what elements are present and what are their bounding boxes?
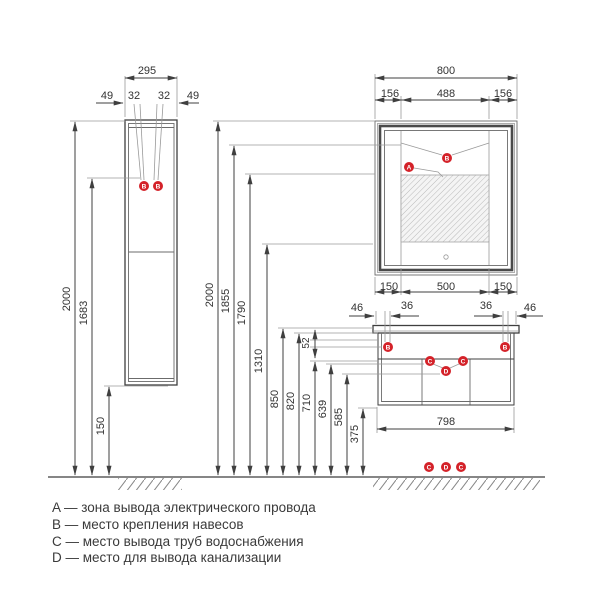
svg-text:B: B bbox=[444, 155, 450, 163]
mirror-cabinet bbox=[375, 121, 517, 275]
dim-h52: 52 bbox=[301, 337, 312, 349]
svg-text:C: C bbox=[460, 358, 466, 366]
countertop bbox=[373, 326, 519, 334]
dim-h820: 820 bbox=[285, 391, 297, 411]
dim-h375: 375 bbox=[349, 424, 361, 444]
dim-mirror-width: 800 bbox=[436, 65, 456, 77]
svg-text:C: C bbox=[427, 358, 433, 366]
dim-h710: 710 bbox=[301, 393, 313, 413]
dim-h2000-left: 2000 bbox=[61, 286, 73, 312]
marker-c-floor-right bbox=[456, 462, 466, 472]
dim-h1855: 1855 bbox=[220, 288, 232, 314]
dim-mirror-bottom-left: 150 bbox=[379, 281, 399, 293]
dim-offset-32-left: 32 bbox=[127, 90, 141, 102]
floor-hatch-left bbox=[118, 478, 182, 490]
dim-mirror-center: 488 bbox=[436, 88, 456, 100]
dim-mirror-bottom-center: 500 bbox=[436, 281, 456, 293]
electrical-zone-hatch bbox=[401, 175, 489, 242]
dim-h1790: 1790 bbox=[236, 300, 248, 326]
marker-a-mirror bbox=[404, 162, 414, 172]
legend bbox=[52, 500, 316, 565]
dim-mirror-side-right: 156 bbox=[493, 88, 513, 100]
dim-h639: 639 bbox=[317, 399, 329, 419]
legend-item-c: C — место вывода труб водоснабжения bbox=[52, 534, 304, 549]
marker-b-mirror bbox=[442, 153, 452, 163]
marker-c-vanity-left bbox=[425, 356, 435, 366]
legend-item-d: D — место для вывода канализации bbox=[52, 550, 282, 565]
floor bbox=[48, 477, 545, 490]
dim-offset-32-right: 32 bbox=[157, 90, 171, 102]
dim-h1310: 1310 bbox=[253, 348, 265, 374]
dim-vanity-36-right: 36 bbox=[479, 300, 493, 312]
svg-text:D: D bbox=[443, 368, 449, 376]
svg-text:C: C bbox=[426, 464, 432, 472]
dim-h1683: 1683 bbox=[78, 300, 90, 326]
marker-b-vanity-left bbox=[383, 342, 393, 352]
dim-h2000-mid: 2000 bbox=[204, 282, 216, 308]
dim-vanity-36-left: 36 bbox=[400, 300, 414, 312]
dim-h850: 850 bbox=[269, 389, 281, 409]
tall-cabinet bbox=[125, 104, 177, 385]
marker-d-floor bbox=[441, 462, 451, 472]
marker-c-vanity-right bbox=[458, 356, 468, 366]
dim-offset-49-right: 49 bbox=[186, 90, 200, 102]
dim-vanity-46-right: 46 bbox=[523, 302, 537, 314]
floor-hatch-right bbox=[373, 478, 540, 490]
marker-b-cabinet-right bbox=[153, 181, 163, 191]
marker-d-vanity bbox=[441, 366, 451, 376]
marker-b-cabinet-left bbox=[139, 181, 149, 191]
svg-text:C: C bbox=[458, 464, 464, 472]
dim-mirror-bottom-right: 150 bbox=[493, 281, 513, 293]
marker-c-floor-left bbox=[424, 462, 434, 472]
marker-b-vanity-right bbox=[500, 342, 510, 352]
dim-offset-49-left: 49 bbox=[100, 90, 114, 102]
dim-vanity-width: 798 bbox=[436, 416, 456, 428]
dim-h150: 150 bbox=[95, 416, 107, 436]
vanity bbox=[373, 326, 519, 406]
svg-text:B: B bbox=[385, 344, 391, 352]
legend-item-b: B — место крепления навесов bbox=[52, 517, 244, 532]
svg-text:B: B bbox=[141, 183, 147, 191]
dim-mirror-side-left: 156 bbox=[380, 88, 400, 100]
svg-text:A: A bbox=[406, 164, 412, 172]
svg-text:B: B bbox=[155, 183, 161, 191]
dim-cabinet-width: 295 bbox=[137, 65, 157, 77]
dim-vanity-46-left: 46 bbox=[350, 302, 364, 314]
legend-item-a: A — зона вывода электрического провода bbox=[52, 500, 316, 515]
dim-h585: 585 bbox=[333, 407, 345, 427]
svg-text:D: D bbox=[443, 464, 449, 472]
svg-text:B: B bbox=[502, 344, 508, 352]
